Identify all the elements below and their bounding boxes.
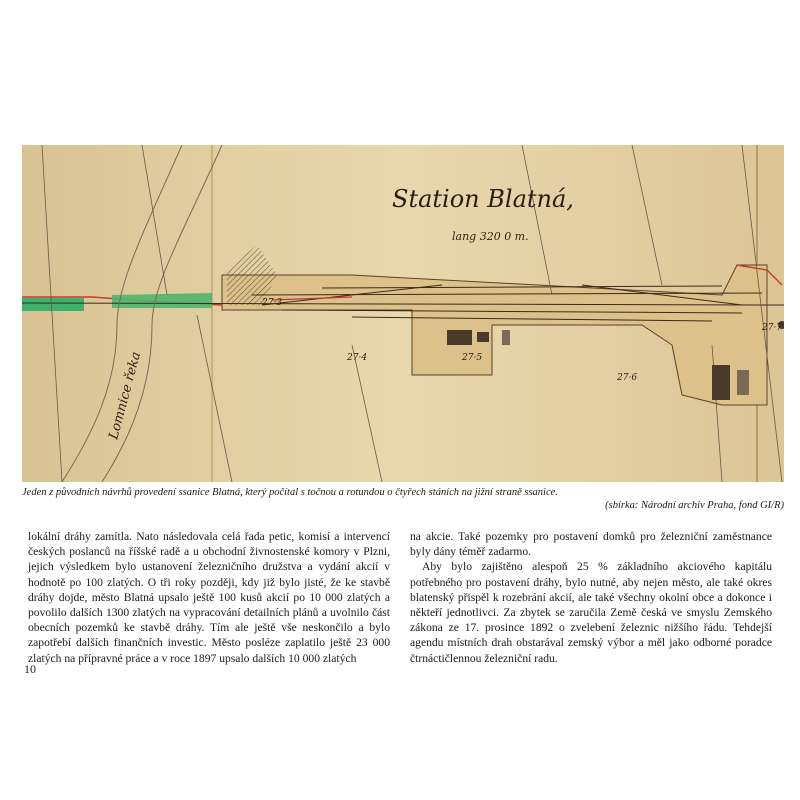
meadow-area bbox=[112, 293, 212, 308]
paragraph: lokální dráhy zamítla. Nato následovala celá řada petic, komisí a intervencí českých poslanců na říšské radě a u obchodní živnostenské komory v Plzni, jejich výsledkem bylo ustanovení železničního družstva a vydání akcií v hodnotě po 100 zlatých. O tři roky později, kdy již bylo jisté, že ke stavbě dráhy dojde, město Blatná upsalo ještě 100 kusů akcií po 10 000 zlatých a povolilo dalších 1300 zlatých na vypracování detailních plánů a uvolnilo část obecních pozemků ke stavbě dráhy. Tím ale ještě vše neskončilo a bylo zapotřebí dalších finančních investic. Město posléze zaplatilo ještě 23 000 zlatých na přípravné práce a v roce 1897 upsalo dalších 10 000 zlatých bbox=[28, 530, 390, 665]
paragraph: na akcie. Také pozemky pro postavení domků pro železniční zaměstnance byly dány téměř zadarmo. bbox=[410, 530, 772, 559]
paragraph: Aby bylo zajištěno alespoň 25 % základního akciového kapitálu potřebného pro postavení dráhy, bylo nutné, aby nejen město, ale také okres blatenský přispěl k rozebrání akcií, ale také všechny okolní obce a dokonce i někteří jednotlivci. Za zbytek se zaručila Země česká ve smyslu Zemského zákona ze 17. prosince 1892 o zvelebení železnic nižšího řádu. Tehdejší agendu místních drah obstarával zemský výbor a měl jako odborné poradce čtrnáctičlennou železniční radu. bbox=[410, 560, 772, 665]
text-column-left bbox=[28, 529, 390, 666]
km-label: 27·6 bbox=[617, 373, 638, 383]
text-column-right bbox=[410, 529, 772, 666]
map-subtitle: lang 320 0 m. bbox=[452, 230, 529, 243]
figure-caption bbox=[22, 486, 784, 512]
km-label: 27·4 bbox=[347, 353, 368, 363]
km-label: 27·7 bbox=[762, 323, 783, 333]
page-number: 10 bbox=[24, 662, 36, 676]
river-label: Lomnice řeka bbox=[106, 350, 145, 442]
meadow-area bbox=[22, 298, 84, 311]
map-title: Station Blatná, bbox=[392, 185, 574, 213]
km-label: 27·3 bbox=[262, 298, 283, 308]
caption-source: (sbírka: Národní archiv Praha, fond GI/R) bbox=[605, 500, 784, 511]
caption-text: Jeden z původních návrhů provedení ssanice Blatná, který počítal s točnou a rotundou o čtyřech stáních na jižní straně ssanice. bbox=[22, 487, 558, 498]
station-plan-drawing bbox=[22, 145, 784, 482]
km-label: 27·5 bbox=[462, 353, 483, 363]
station-plan-figure bbox=[22, 145, 784, 482]
